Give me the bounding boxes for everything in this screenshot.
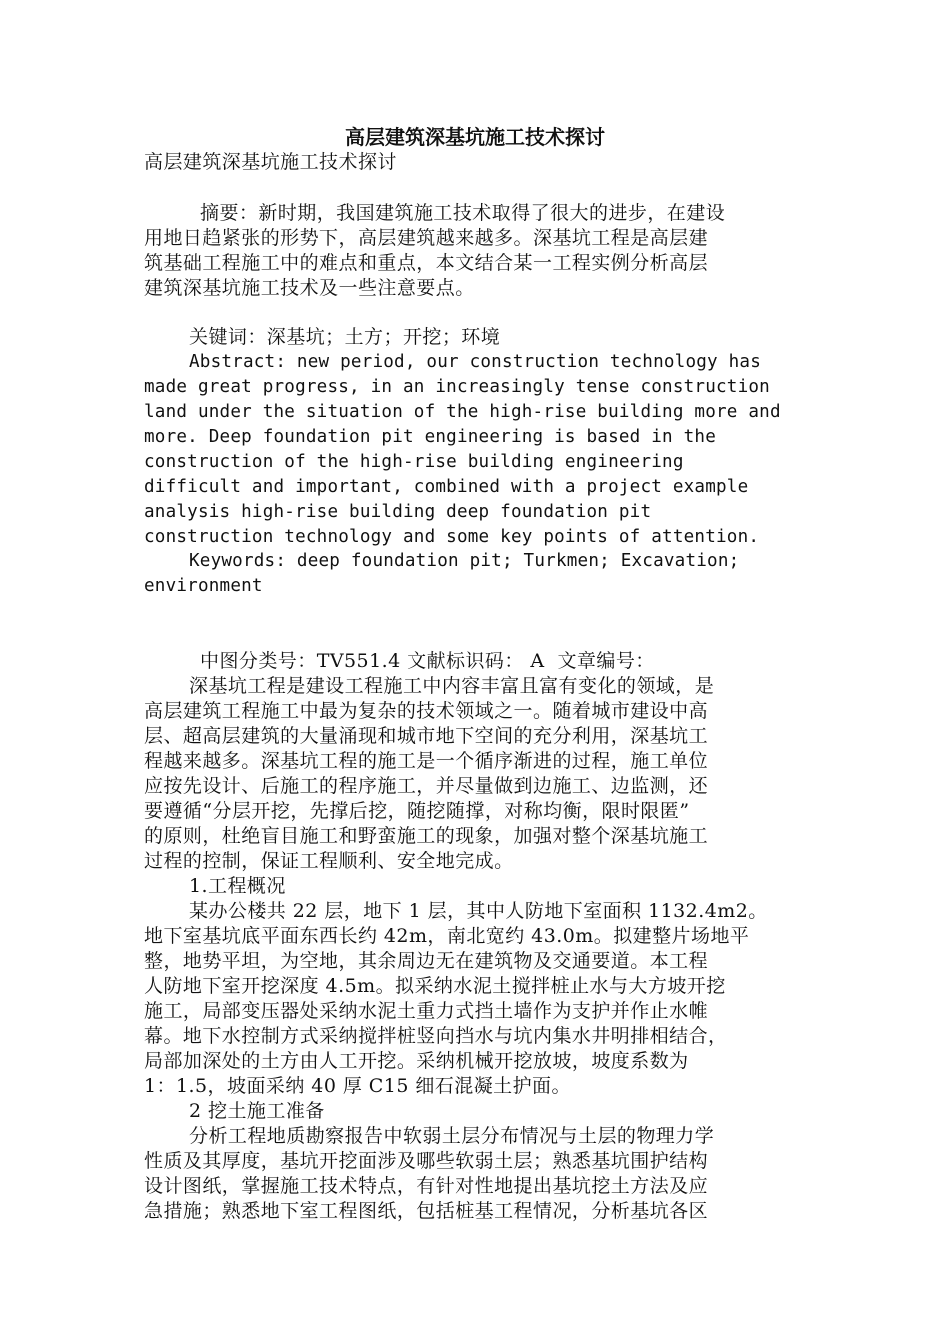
intro-line: 的原则，杜绝盲目施工和野蛮施工的现象，加强对整个深基坑施工 (144, 825, 709, 847)
classification-line: 中图分类号：TV551.4 文献标识码： A 文章编号： (200, 650, 655, 672)
keywords-en-line: environment (144, 576, 263, 596)
abstract-en-line: Abstract: new period, our construction technology has (189, 352, 761, 372)
intro-line: 过程的控制，保证工程顺利、安全地完成。 (144, 850, 514, 872)
section1-line: 施工，局部变压器处采纳水泥土重力式挡土墙作为支护并作止水帷 (144, 1000, 709, 1022)
abstract-en-line: construction technology and some key points of attention. (144, 527, 760, 547)
section1-line: 某办公楼共 22 层，地下 1 层，其中人防地下室面积 1132.4m2。 (189, 900, 768, 922)
keywords-cn: 关键词：深基坑；土方；开挖；环境 (189, 326, 501, 348)
document-subtitle: 高层建筑深基坑施工技术探讨 (144, 151, 397, 173)
abstract-en-line: difficult and important, combined with a project example (144, 477, 749, 497)
section1-line: 局部加深处的土方由人工开挖。采纳机械开挖放坡，坡度系数为 (144, 1050, 689, 1072)
abstract-en-line: analysis high-rise building deep foundation pit (144, 502, 652, 522)
abstract-en-line: made great progress, in an increasingly tense construction (144, 377, 770, 397)
section1-line: 人防地下室开挖深度 4.5m。拟采纳水泥土搅拌桩止水与大方坡开挖 (144, 975, 726, 997)
intro-line: 程越来越多。深基坑工程的施工是一个循序渐进的过程，施工单位 (144, 750, 709, 772)
intro-line: 要遵循“分层开挖，先撑后挖，随挖随撑，对称均衡，限时限匿” (144, 800, 690, 822)
intro-line: 高层建筑工程施工中最为复杂的技术领域之一。随着城市建设中高 (144, 700, 709, 722)
abstract-cn-line: 筑基础工程施工中的难点和重点，本文结合某一工程实例分析高层 (144, 252, 709, 274)
section-heading: 2 挖土施工准备 (189, 1100, 325, 1122)
abstract-cn-line: 建筑深基坑施工技术及一些注意要点。 (144, 277, 475, 299)
keywords-en-line: Keywords: deep foundation pit; Turkmen; Excavation; (189, 551, 740, 571)
abstract-cn-line: 用地日趋紧张的形势下，高层建筑越来越多。深基坑工程是高层建 (144, 227, 709, 249)
section1-line: 幕。地下水控制方式采纳搅拌桩竖向挡水与坑内集水井明排相结合， (144, 1025, 728, 1047)
intro-line: 应按先设计、后施工的程序施工，并尽量做到边施工、边监测，还 (144, 775, 709, 797)
document-title: 高层建筑深基坑施工技术探讨 (345, 125, 605, 149)
intro-line: 深基坑工程是建设工程施工中内容丰富且富有变化的领域，是 (189, 675, 715, 697)
section2-line: 性质及其厚度，基坑开挖面涉及哪些软弱土层；熟悉基坑围护结构 (144, 1150, 709, 1172)
section2-line: 分析工程地质勘察报告中软弱土层分布情况与土层的物理力学 (189, 1125, 715, 1147)
abstract-en-line: construction of the high-rise building engineering (144, 452, 684, 472)
section1-line: 整，地势平坦，为空地，其余周边无在建筑物及交通要道。本工程 (144, 950, 709, 972)
abstract-en-line: land under the situation of the high-rise building more and (144, 402, 781, 422)
section-heading: 1.工程概况 (189, 875, 286, 897)
abstract-en-line: more. Deep foundation pit engineering is based in the (144, 427, 716, 447)
abstract-cn-line: 摘要：新时期，我国建筑施工技术取得了很大的进步，在建设 (200, 202, 726, 224)
section1-line: 1：1.5，坡面采纳 40 厚 C15 细石混凝土护面。 (144, 1075, 571, 1097)
section2-line: 设计图纸，掌握施工技术特点，有针对性地提出基坑挖土方法及应 (144, 1175, 709, 1197)
section2-line: 急措施；熟悉地下室工程图纸，包括桩基工程情况，分析基坑各区 (144, 1200, 709, 1222)
section1-line: 地下室基坑底平面东西长约 42m，南北宽约 43.0m。拟建整片场地平 (144, 925, 750, 947)
intro-line: 层、超高层建筑的大量涌现和城市地下空间的充分利用，深基坑工 (144, 725, 709, 747)
